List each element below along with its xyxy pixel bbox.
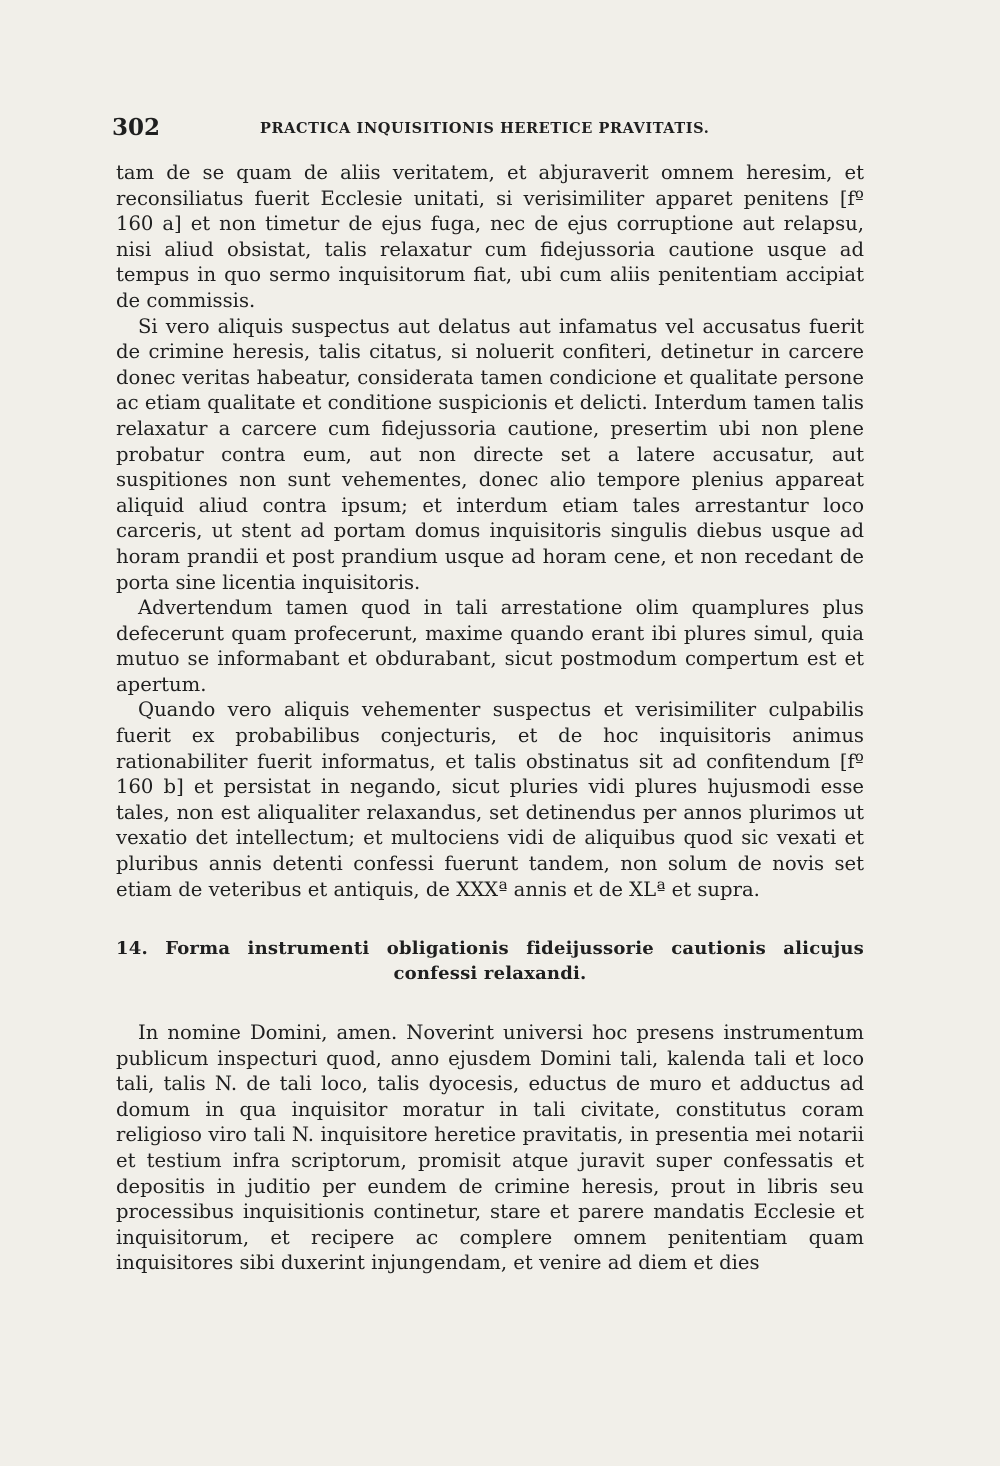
paragraph-suspectus: Si vero aliquis suspectus aut delatus aut infamatus vel accusatus fuerit de crimine heresis, talis citatus, si noluerit confiteri, detinetur in carcere donec veritas habeatur, considerata tamen condicione et qualitate persone ac etiam qualitate et conditione suspicionis et delicti. Interdum tamen talis relaxatur a carcere cum fidejussoria cautione, presertim ubi non plene probatur contra eum, aut non directe set a latere accusatur, aut suspitiones non sunt vehementes, donec alio tempore plenius appareat aliquid aliud contra ipsum; et interdum etiam tales arrestantur loco carceris, ut stent ad portam domus inquisitoris singulis diebus usque ad horam prandii et post prandium usque ad horam cene, et non recedant de porta sine licentia inquisitoris. [116, 314, 864, 594]
section-heading: 14. Forma instrumenti obligationis fideijussorie cautionis alicujus confessi relaxandi. [116, 938, 864, 984]
paragraph-in-nomine: In nomine Domini, amen. Noverint universi hoc presens instrumentum publicum inspecturi quod, anno ejusdem Domini tali, kalenda tali et loco tali, talis N. de tali loco, talis dyocesis, eductus de muro et adductus ad domum in qua inquisitor moratur in tali civitate, constitutus coram religioso viro tali N. inquisitore heretice pravitatis, in presentia mei notarii et testium infra scriptorum, promisit atque juravit super confessatis et depositis in juditio per eundem de crimine heresis, prout in libris seu processibus inquisitionis continetur, stare et parere mandatis Ecclesie et inquisitorum, et recipere ac complere omnem penitentiam quam inquisitores sibi duxerint injungendam, et venire ad diem et dies [116, 1021, 864, 1275]
running-head: PRACTICA INQUISITIONIS HERETICE PRAVITATIS. [260, 120, 710, 137]
page-number: 302 [112, 114, 161, 141]
main-text [116, 160, 864, 902]
paragraph-continued: tam de se quam de aliis veritatem, et abjuraverit omnem heresim, et reconsiliatus fuerit Ecclesie unitati, si verisimiliter apparet penitens [fº 160 a] et non timetur de ejus fuga, nec de ejus corruptione aut relapsu, nisi aliud obsistat, talis relaxatur cum fidejussoria cautione usque ad tempus in quo sermo inquisitorum fiat, ubi cum aliis penitentiam accipiat de commissis. [116, 161, 864, 312]
paragraph-quando: Quando vero aliquis vehementer suspectus et verisimiliter culpabilis fuerit ex probabilibus conjecturis, et de hoc inquisitoris animus rationabiliter fuerit informatus, et talis obstinatus sit ad confitendum [fº 160 b] et persistat in negando, sicut pluries vidi plures hujusmodi esse tales, non est aliqualiter relaxandus, set detinendus per annos plurimos ut vexatio det intellectum; et multociens vidi de aliquibus quod sic vexati et pluribus annis detenti confessi fuerunt tandem, non solum de novis set etiam de veteribus et antiquis, de XXXª annis et de XLª et supra. [116, 698, 864, 901]
page-header [112, 114, 872, 144]
paragraph-advertendum: Advertendum tamen quod in tali arrestatione olim quamplures plus defecerunt quam profecerunt, maxime quando erant ibi plures simul, quia mutuo se informabant et obdurabant, sicut postmodum compertum est et apertum. [116, 596, 864, 696]
section-text [116, 1020, 864, 1276]
